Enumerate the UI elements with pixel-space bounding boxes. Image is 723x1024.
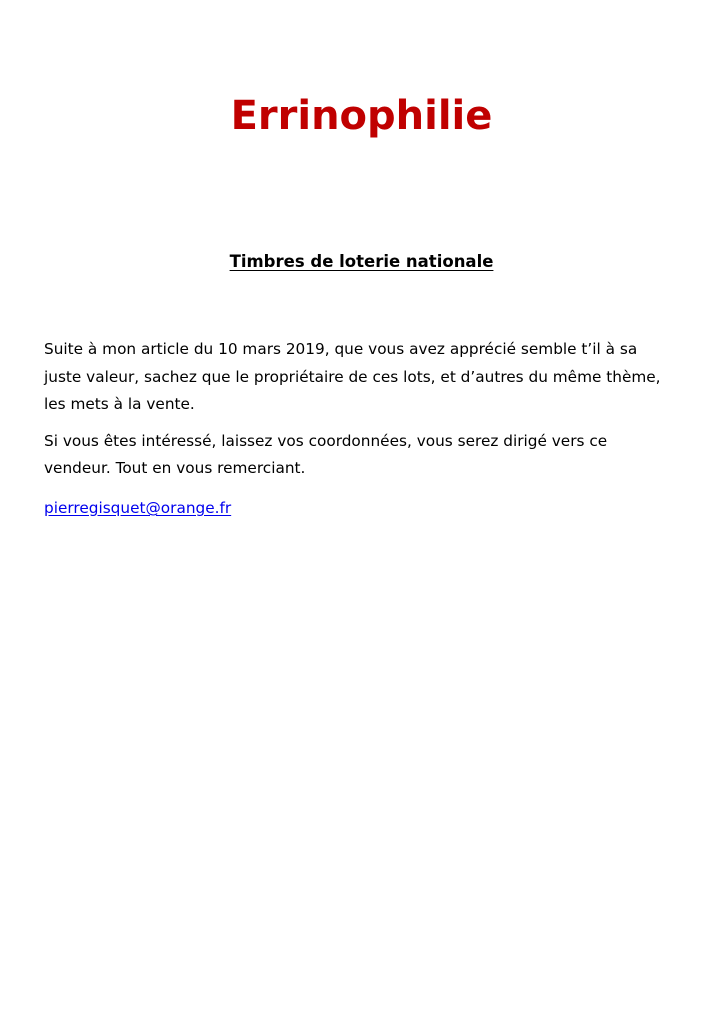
paragraph-line: juste valeur, sachez que le propriétaire de ces lots, et d’autres du même thème, xyxy=(44,367,661,386)
paragraph-line: Suite à mon article du 10 mars 2019, que vous avez apprécié semble t’il à sa xyxy=(44,340,638,358)
paragraph-line: Si vous êtes intéressé, laissez vos coordonnées, vous serez dirigé vers ce xyxy=(44,431,608,450)
paragraph-line: vendeur. Tout en vous remerciant. xyxy=(44,459,306,477)
paragraph-contact xyxy=(44,428,694,483)
email-link[interactable]: pierregisquet@orange.fr xyxy=(44,499,232,517)
document-body xyxy=(44,336,694,492)
paragraph-announcement xyxy=(44,336,694,419)
document-title: Errinophilie xyxy=(230,93,493,139)
document-subtitle: Timbres de loterie nationale xyxy=(229,252,494,271)
paragraph-line: les mets à la vente. xyxy=(44,395,195,413)
